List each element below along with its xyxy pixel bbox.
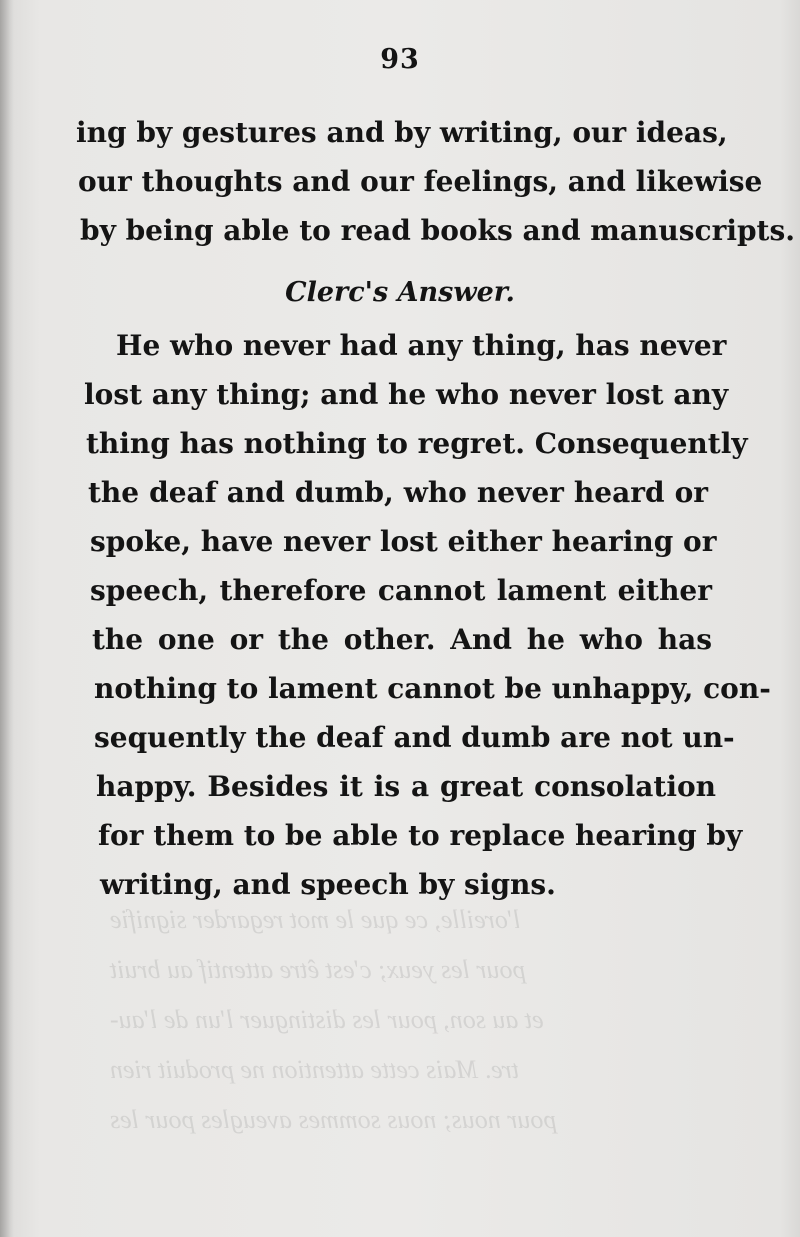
text-line: sequently the deaf and dumb are not un- [94,721,735,754]
text-line: lost any thing; and he who never lost any [84,378,729,411]
text-line: speech, therefore cannot lament either [90,574,712,607]
text-line: He who never had any thing, has never [116,329,727,362]
text-line: for them to be able to replace hearing by [98,819,743,852]
show-through-text: et au son, pour les distinguer l'un de l'au- [110,1005,544,1034]
show-through-text: pour nous; nous sommes aveugles pour les [110,1105,557,1134]
section-heading: Clerc's Answer. [285,277,515,308]
show-through-text: tre. Mais cette attention ne produit rien [110,1055,519,1084]
text-line: spoke, have never lost either hearing or [90,525,717,558]
text-line: writing, and speech by signs. [100,868,556,901]
text-line: nothing to lament cannot be unhappy, con- [94,672,771,705]
text-line: thing has nothing to regret. Consequently [86,427,748,460]
text-line: ing by gestures and by writing, our ideas, [76,116,728,149]
show-through-text: l'oreille, ce que le mot regarder signifie [110,905,521,934]
gutter-shadow [0,0,14,1237]
text-line: the deaf and dumb, who never heard or [88,476,708,509]
text-line: by being able to read books and manuscripts. [80,214,795,247]
show-through-text: pour les yeux; c'est être attentif au bruit [110,955,526,984]
text-line: happy. Besides it is a great consolation [96,770,716,803]
text-line: the one or the other. And he who has [92,623,712,656]
page-number: 93 [380,44,420,75]
text-line: our thoughts and our feelings, and likewise [78,165,763,198]
